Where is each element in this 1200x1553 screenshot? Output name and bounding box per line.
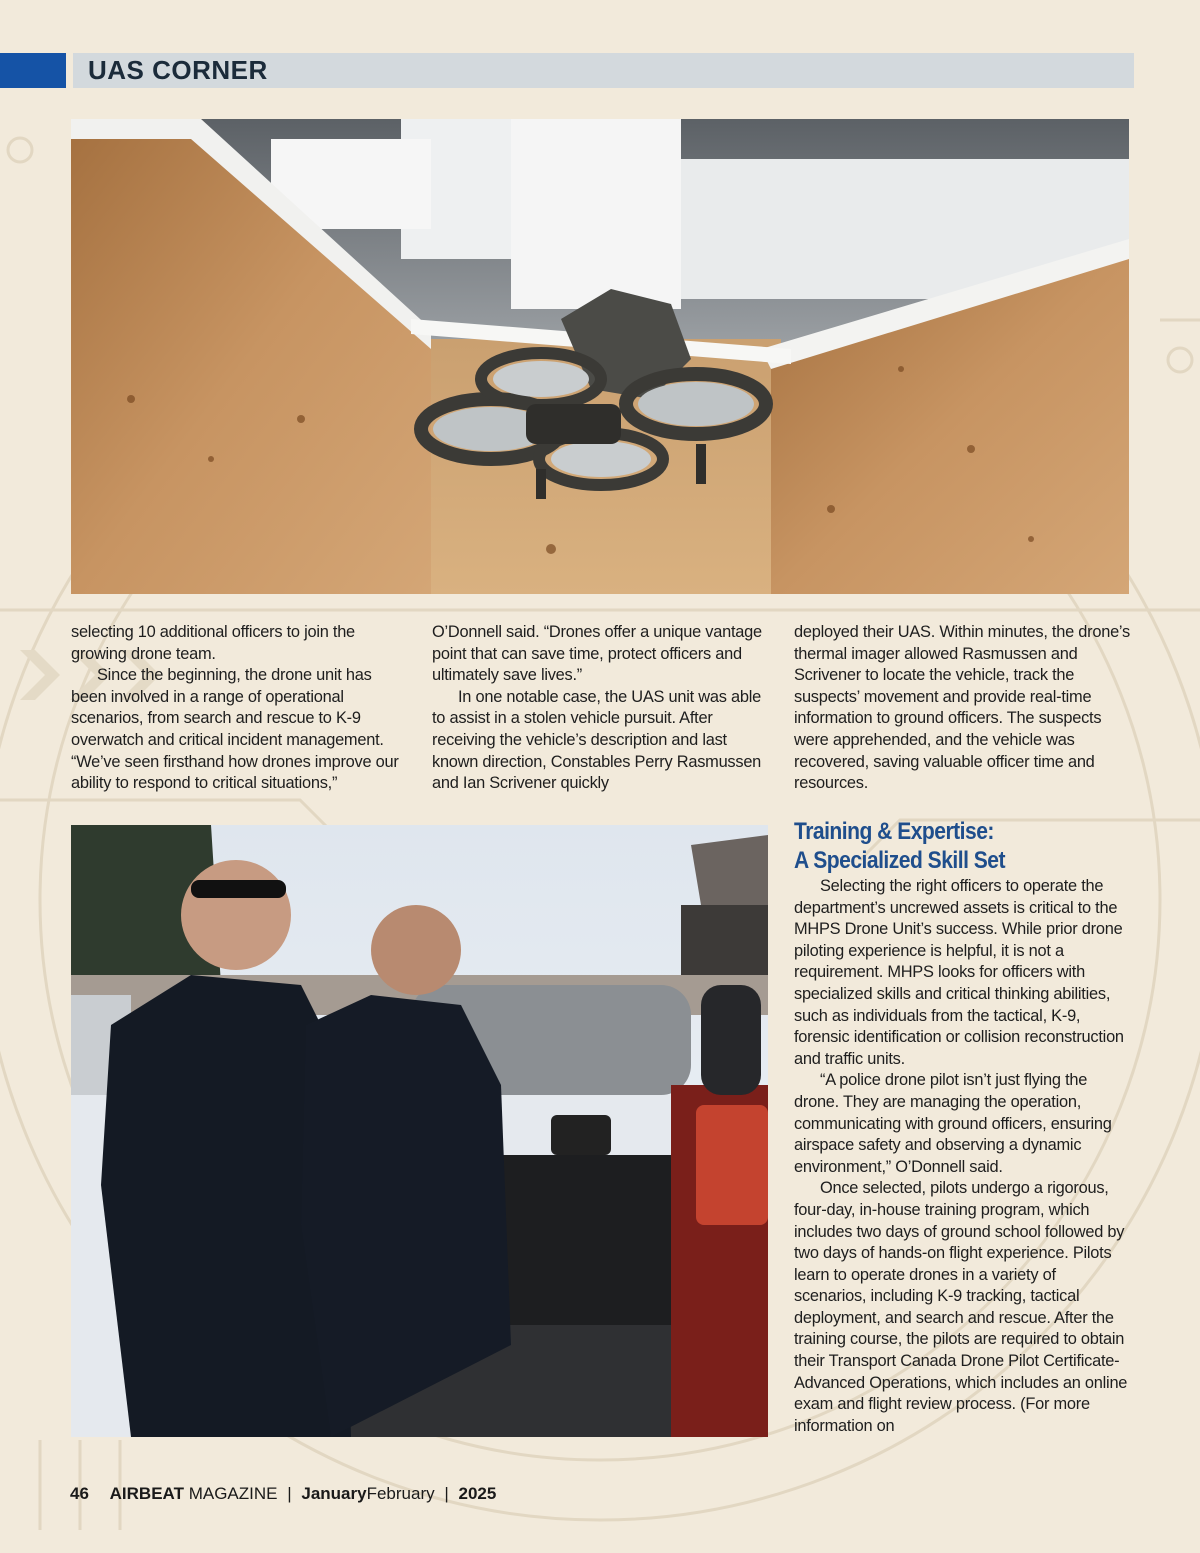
photo-drone xyxy=(71,119,1129,594)
officers-icon xyxy=(71,825,768,1437)
text-column-3 xyxy=(794,622,1130,795)
magazine-name: MAGAZINE xyxy=(188,1484,278,1503)
paragraph: Once selected, pilots undergo a rigorous, four-day, in-house training program, which includes two days of ground school followed by two days of hands-on flight experience. Pilots learn to operate drones in a variety of scenarios, including K-9 tracking, tactical deployment, and search and rescue. After the training course, the pilots are required to obtain their Transport Canada Drone Pilot Certificate-Advanced Operations, which includes an online exam and flight review process. (For more information on xyxy=(794,1179,1128,1435)
magazine-name-bold: AIRBEAT xyxy=(109,1484,184,1503)
issue-year: 2025 xyxy=(458,1484,497,1503)
paragraph: “A police drone pilot isn’t just flying the drone. They are managing the operation, communicating with ground officers, ensuring airspace safety and observing a dynamic environment,” O’Donnell said. xyxy=(794,1071,1112,1176)
issue-month-bold: January xyxy=(301,1484,367,1503)
training-section xyxy=(794,818,1130,1437)
training-heading-line-2: A Specialized Skill Set xyxy=(794,847,1006,874)
text-column-2 xyxy=(432,622,772,795)
photo-officers xyxy=(71,825,768,1437)
text-column-1 xyxy=(71,622,411,795)
paragraph: O’Donnell said. “Drones offer a unique vantage point that can save time, protect officers and ultimately save lives.” xyxy=(432,623,762,685)
paragraph: deployed their UAS. Within minutes, the drone’s thermal imager allowed Rasmussen and Scrivener to locate the vehicle, track the suspects’ movement and provide real-time information to ground officers. The suspects were apprehended, and the vehicle was recovered, saving valuable officer time and resources. xyxy=(794,623,1130,793)
page-number: 46 xyxy=(70,1484,89,1503)
section-header xyxy=(0,53,1134,88)
paragraph: Selecting the right officers to operate the department’s uncrewed assets is critical to the MHPS Drone Unit’s success. While prior drone piloting experience is helpful, it is not a requirement. MHPS looks for officers with specialized skills and critical thinking abilities, such as individuals from the tactical, K-9, forensic identification or collision reconstruction and traffic units. xyxy=(794,877,1124,1068)
drone-icon xyxy=(71,119,1129,594)
footer-separator: | xyxy=(287,1484,292,1503)
section-title: UAS CORNER xyxy=(88,55,268,85)
paragraph: In one notable case, the UAS unit was able to assist in a stolen vehicle pursuit. After receiving the vehicle’s description and last known direction, Constables Perry Rasmussen and Ian Scrivener quickly xyxy=(432,687,762,793)
header-accent-block xyxy=(0,53,66,88)
paragraph: selecting 10 additional officers to join the growing drone team. xyxy=(71,623,355,663)
training-heading-line-1: Training & Expertise: xyxy=(794,818,994,845)
issue-month: February xyxy=(366,1484,435,1503)
paragraph: Since the beginning, the drone unit has been involved in a range of operational scenarios, from search and rescue to K-9 overwatch and critical incident management. “We’ve seen firsthand how drones improve our ability to respond to critical situations,” xyxy=(71,666,399,793)
footer-separator: | xyxy=(444,1484,449,1503)
page-footer xyxy=(70,1484,496,1504)
